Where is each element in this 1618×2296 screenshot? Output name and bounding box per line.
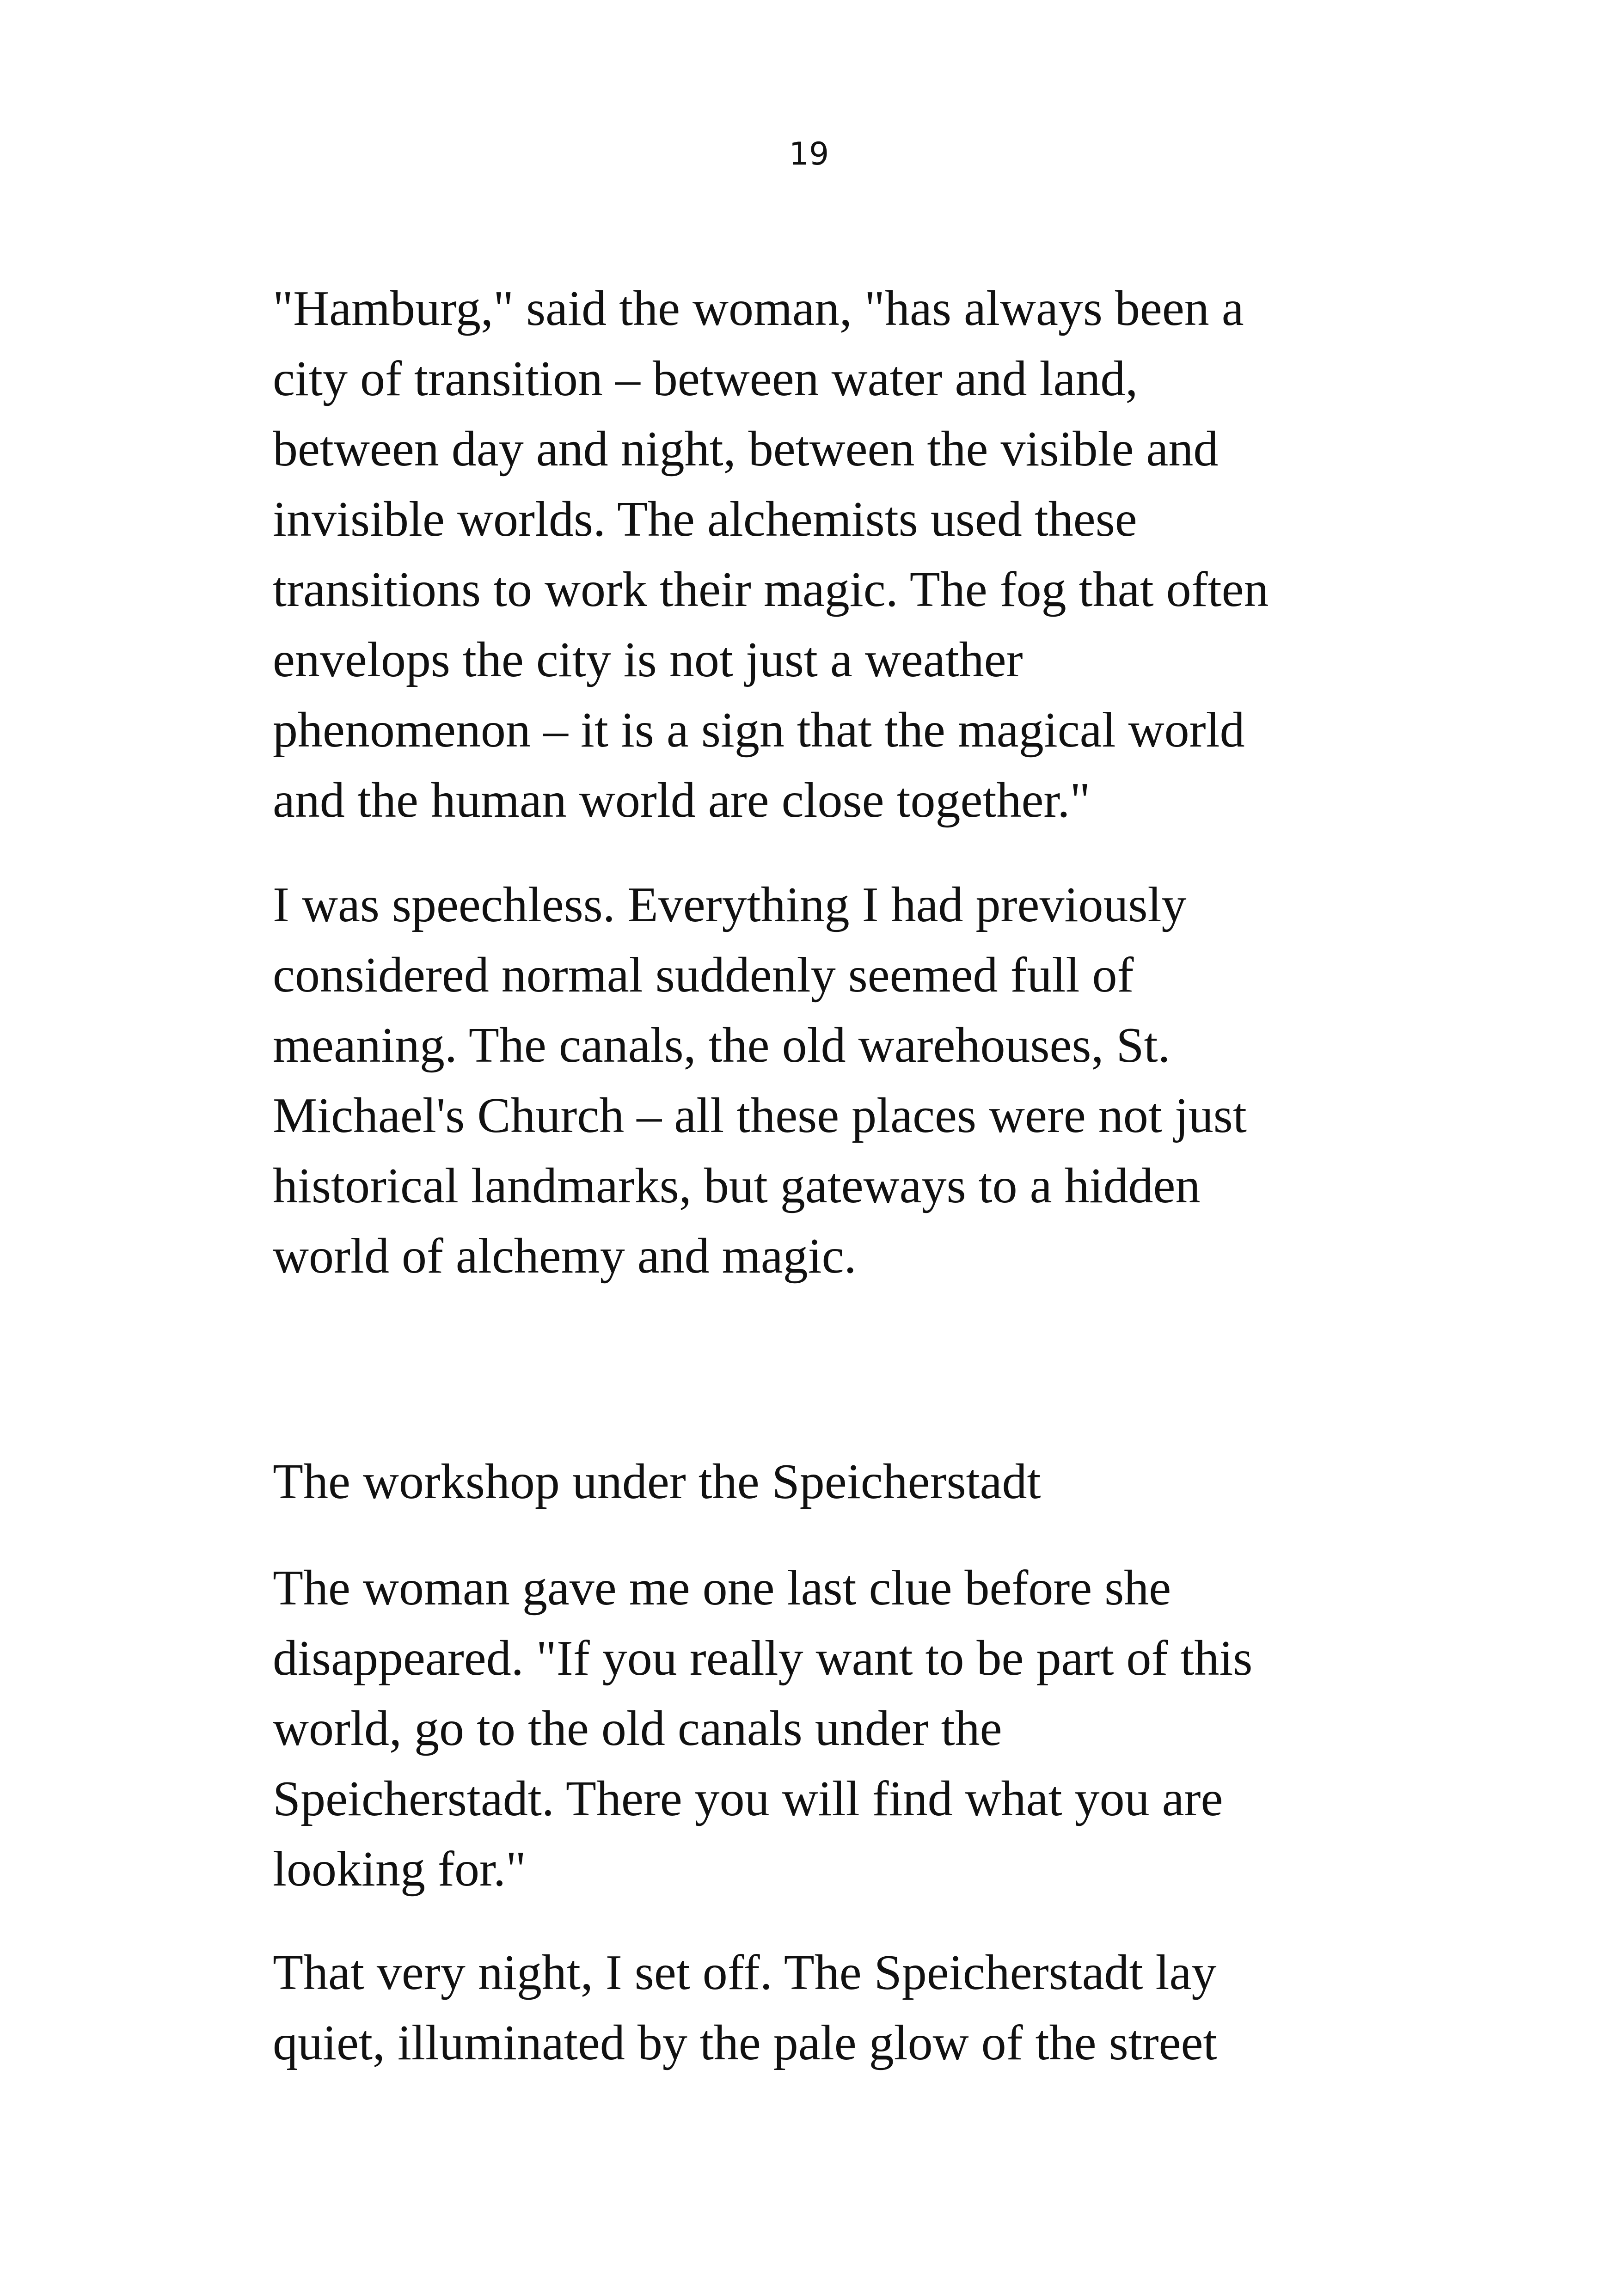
text-line: "Hamburg," said the woman, "has always been a — [273, 281, 1244, 336]
text-line: looking for." — [273, 1842, 527, 1897]
text-line: city of transition – between water and land, — [273, 351, 1138, 406]
paragraph-hamburg-quote — [273, 274, 1269, 836]
page-number: 19 — [789, 136, 829, 172]
text-line: quiet, illuminated by the pale glow of the street — [273, 2015, 1217, 2070]
text-line: meaning. The canals, the old warehouses, St. — [273, 1018, 1171, 1073]
text-line: I was speechless. Everything I had previously — [273, 877, 1187, 932]
text-line: and the human world are close together." — [273, 773, 1091, 828]
text-line: disappeared. "If you really want to be part of this — [273, 1631, 1253, 1686]
text-line: That very night, I set off. The Speicherstadt lay — [273, 1945, 1217, 2000]
text-line: phenomenon – it is a sign that the magical world — [273, 703, 1245, 758]
text-line: historical landmarks, but gateways to a hidden — [273, 1158, 1201, 1213]
paragraph-speechless — [273, 870, 1247, 1292]
text-line: envelops the city is not just a weather — [273, 632, 1023, 687]
text-line: The woman gave me one last clue before she — [273, 1561, 1171, 1616]
text-line: Speicherstadt. There you will find what you are — [273, 1771, 1223, 1826]
text-line: world, go to the old canals under the — [273, 1701, 1002, 1756]
text-line: between day and night, between the visible and — [273, 422, 1219, 477]
text-line: transitions to work their magic. The fog that often — [273, 562, 1269, 617]
text-line: Michael's Church – all these places were not just — [273, 1088, 1247, 1143]
text-line: world of alchemy and magic. — [273, 1229, 857, 1284]
paragraph-last-clue — [273, 1553, 1252, 1904]
paragraph-set-off — [273, 1938, 1217, 2078]
section-heading: The workshop under the Speicherstadt — [273, 1454, 1041, 1509]
text-line: considered normal suddenly seemed full of — [273, 948, 1134, 1003]
text-line: invisible worlds. The alchemists used these — [273, 492, 1137, 547]
